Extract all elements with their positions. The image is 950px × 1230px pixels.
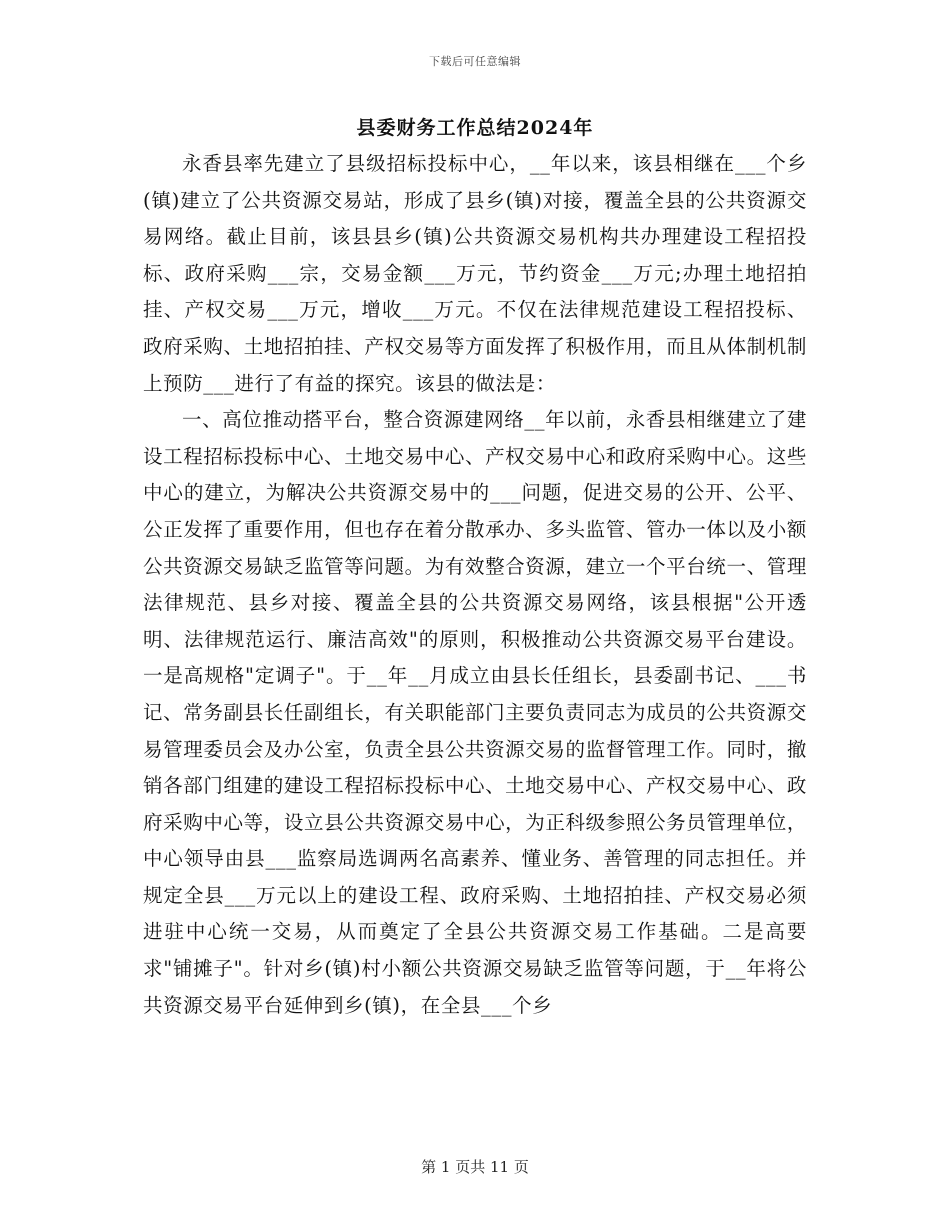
header-note: 下载后可任意编辑 [429, 55, 521, 68]
paragraph-section-one: 一、高位推动搭平台，整合资源建网络__年以前，永香县相继建立了建设工程招标投标中心、土地交易中心、产权交易中心和政府采购中心。这些中心的建立，为解决公共资源交易中的___问题，促进交易的公开、公平、公正发挥了重要作用，但也存在着分散承办、多头监管、管办一体以及小额公共资源交易缺乏监管等问题。为有效整合资源，建立一个平台统一、管理法律规范、县乡对接、覆盖全县的公共资源交易网络，该县根据"公开透明、法律规范运行、廉洁高效"的原则，积极推动公共资源交易平台建设。一是高规格"定调子"。于__年__月成立由县长任组长，县委副书记、___书记、常务副县长任副组长，有关职能部门主要负责同志为成员的公共资源交易管理委员会及办公室，负责全县公共资源交易的监督管理工作。同时，撤销各部门组建的建设工程招标投标中心、土地交易中心、产权交易中心、政府采购中心等，设立县公共资源交易中心，为正科级参照公务员管理单位，中心领导由县___监察局选调两名高素养、懂业务、善管理的同志担任。并规定全县___万元以上的建设工程、政府采购、土地招拍挂、产权交易必须进驻中心统一交易，从而奠定了全县公共资源交易工作基础。二是高要求"铺摊子"。针对乡(镇)村小额公共资源交易缺乏监管等问题，于__年将公共资源交易平台延伸到乡(镇)，在全县___个乡 [143, 408, 807, 1017]
document-title: 县委财务工作总结2024年 [356, 117, 594, 139]
page-number: 第 1 页共 11 页 [421, 1158, 529, 1176]
document-body [143, 146, 807, 1024]
paragraph-intro: 永香县率先建立了县级招标投标中心，__年以来，该县相继在___个乡(镇)建立了公共资源交易站，形成了县乡(镇)对接，覆盖全县的公共资源交易网络。截止目前，该县县乡(镇)公共资源交易机构共办理建设工程招投标、政府采购___宗，交易金额___万元，节约资金___万元;办理土地招拍挂、产权交易___万元，增收___万元。不仅在法律规范建设工程招投标、政府采购、土地招拍挂、产权交易等方面发挥了积极作用，而且从体制机制上预防___进行了有益的探究。该县的做法是： [143, 152, 807, 395]
